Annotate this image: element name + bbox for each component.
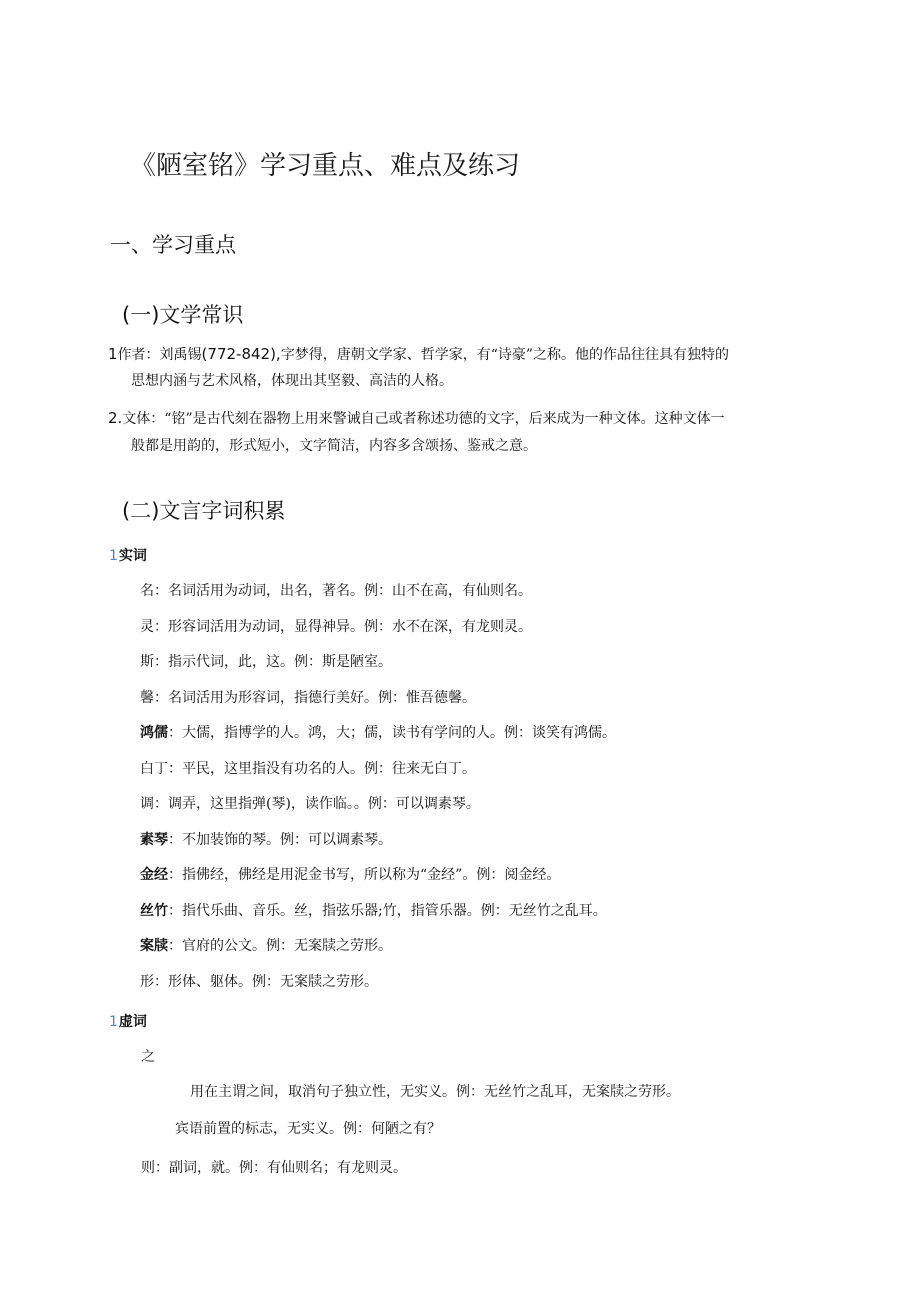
knowledge-item-genre [108, 407, 725, 430]
vocab-term: 鸿儒 [140, 725, 168, 741]
subsection-heading-literary-knowledge: (一)文学常识 [122, 303, 244, 327]
vocab-definition: ：大儒，指博学的人。鸿，大；儒，读书有学问的人。例：谈笑有鸿儒。 [168, 725, 616, 741]
vocab-term: 金经 [140, 867, 168, 883]
vocab-definition: ：名词活用为动词，出名，著名。例：山不在高，有仙则名。 [154, 583, 532, 599]
vocab-term: 形 [140, 974, 154, 990]
category-label: 实词 [118, 548, 147, 564]
vocab-term: 馨 [140, 690, 154, 706]
vocab-entry [140, 616, 532, 638]
subsection-heading-vocabulary: (二)文言字词积累 [122, 499, 286, 523]
knowledge-item-author [108, 343, 729, 366]
vocab-entry [140, 864, 560, 886]
function-word-zhi: 之 [141, 1049, 155, 1065]
vocab-definition: ：指佛经，佛经是用泥金书写，所以称为“金经”。例：阅金经。 [168, 867, 561, 883]
item-number: 1 [108, 345, 118, 363]
vocab-entry [140, 900, 607, 922]
vocab-entry [140, 829, 392, 851]
vocab-term: 调 [140, 796, 154, 812]
knowledge-item-genre-line2: 般都是用韵的，形式短小，文字简洁，内容多含颂扬、鉴戒之意。 [131, 438, 537, 454]
vocab-entry [140, 687, 476, 709]
vocab-definition: ：不加装饰的琴。例：可以调素琴。 [168, 832, 392, 848]
vocab-definition: ：指示代词，此，这。例：斯是陋室。 [154, 654, 392, 670]
item-text-a: 作者：刘禹锡 [117, 347, 202, 363]
function-word-ze: 则：副词，就。例：有仙则名；有龙则灵。 [141, 1160, 407, 1176]
zhi-usage-2: 宾语前置的标志，无实义。例：何陋之有？ [175, 1121, 441, 1137]
category-index: 1 [109, 548, 118, 564]
vocab-term: 名 [140, 583, 154, 599]
vocab-definition: ：名词活用为形容词，指德行美好。例：惟吾德馨。 [154, 690, 476, 706]
item-number: 2. [108, 409, 123, 427]
item-text: 文体：“铭”是古代刻在器物上用来警诫自己或者称述功德的文字，后来成为一种文体。这种文体一 [122, 411, 725, 427]
vocab-entry [140, 793, 480, 815]
vocab-term: 素琴 [140, 832, 168, 848]
vocab-term: 斯 [140, 654, 154, 670]
page-title: 《陋室铭》学习重点、难点及练习 [130, 151, 521, 181]
section-heading-study-focus: 一、学习重点 [110, 233, 236, 257]
vocab-entry [140, 580, 532, 602]
vocab-definition: ：平民，这里指没有功名的人。例：往来无白丁。 [168, 761, 476, 777]
vocab-term: 白丁 [140, 761, 168, 777]
vocab-definition: ：调弄，这里指弹(琴)，读作临。。例：可以调素琴。 [154, 796, 480, 812]
vocab-definition: ：形体、躯体。例：无案牍之劳形。 [154, 974, 378, 990]
vocab-definition: ：官府的公文。例：无案牍之劳形。 [168, 938, 392, 954]
category-label: 虚词 [118, 1014, 147, 1030]
vocab-definition: ：形容词活用为动词，显得神异。例：水不在深，有龙则灵。 [154, 619, 532, 635]
vocab-category-content-words [109, 545, 147, 567]
vocab-definition: ：指代乐曲、音乐。丝，指弦乐器;竹，指管乐器。例：无丝竹之乱耳。 [168, 903, 607, 919]
vocab-entry [140, 971, 378, 993]
vocab-term: 案牍 [140, 938, 168, 954]
item-years: (772-842), [201, 345, 281, 363]
vocab-term: 丝竹 [140, 903, 168, 919]
vocab-entry [140, 935, 392, 957]
item-text-c: 字梦得，唐朝文学家、哲学家，有“诗豪”之称。他的作品往往具有独特的 [280, 347, 730, 363]
vocab-entry [140, 722, 616, 744]
knowledge-item-author-line2: 思想内涵与艺术风格，体现出其坚毅、高洁的人格。 [131, 373, 453, 389]
vocab-term: 灵 [140, 619, 154, 635]
category-index: 1 [109, 1014, 118, 1030]
vocab-entry [140, 651, 392, 673]
vocab-category-function-words [109, 1011, 147, 1033]
vocab-entry [140, 758, 476, 780]
zhi-usage-1: 用在主谓之间，取消句子独立性，无实义。例：无丝竹之乱耳，无案牍之劳形。 [190, 1084, 680, 1100]
